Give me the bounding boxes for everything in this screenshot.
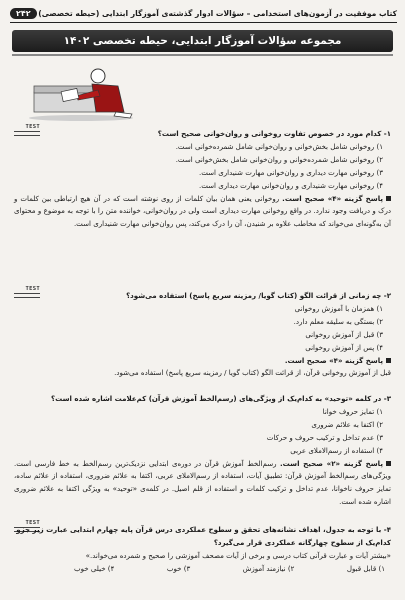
test-label: TEST bbox=[14, 286, 40, 298]
question-3 bbox=[14, 393, 391, 509]
option-4: ۴) استفاده از رسم‌الاملای عربی bbox=[290, 445, 383, 455]
explanation-text: روخوانی یعنی همان بیان کلمات از روی نوشته است که در آن هیچ ارتباطی بین کلمات و درک و دریافت وجود ندارد. در واقع روخوانی مهارت دیداری است ولی در روان‌خوانی، خواننده متن را با توجه به موضوع و محتوای آن به‌گونه‌ای می‌خواند که مخاطب علاوه بر شنیدن، آن را درک می‌کند، پس روان‌خوانی مهارت شنیداری است. bbox=[14, 193, 391, 229]
option-2: ۲) بستگی به سلیقه معلم دارد. bbox=[293, 316, 383, 326]
option-4: ۴) روخوانی مهارت شنیداری و روان‌خوانی مهارت دیداری است. bbox=[198, 180, 383, 190]
question-2 bbox=[14, 290, 391, 380]
option-2: ۲) نیازمند آموزش bbox=[242, 563, 295, 573]
question-stem: ۴- با توجه به جدول، اهداف نشانه‌های تحقق و سطوح عملکردی درس قرآن پایه چهارم ابتدایی عبارت زیر جزو کدام‌یک از سطوح چهارگانه عملکردی قرار می‌گیرد؟ bbox=[16, 525, 391, 547]
option-3: ۳) عدم تداخل و ترکیب حروف و حرکات bbox=[266, 432, 383, 442]
option-3: ۳) قبل از آموزش روخوانی bbox=[305, 329, 383, 339]
answer-explanation bbox=[14, 458, 391, 510]
header-title: کتاب موفقیت در آزمون‌های استخدامی – سؤالات ادوار گذشته‌ی آموزگار ابتدایی (حیطه تخصصی) bbox=[38, 8, 397, 18]
option-1: ۱) تمایز حروف خوانا bbox=[322, 406, 383, 416]
reading-figure-icon bbox=[26, 64, 136, 122]
answer-key: پاسخ گزینه «۴» صحیح است. bbox=[282, 193, 383, 203]
answer-explanation bbox=[14, 193, 391, 232]
option-4: ۴) خیلی خوب bbox=[74, 563, 115, 573]
running-header bbox=[10, 4, 397, 23]
bullet-icon bbox=[386, 461, 391, 466]
question-1 bbox=[14, 128, 391, 231]
question-stem: ۲- چه زمانی از قرائت الگو (کتاب گویا/ رمزینه سریع پاسخ) استفاده می‌شود؟ bbox=[126, 291, 391, 300]
option-2: ۲) اکتفا به علائم ضروری bbox=[311, 419, 383, 429]
option-3: ۳) روخوانی مهارت دیداری و روان‌خوانی مهارت شنیداری است. bbox=[198, 167, 383, 177]
banner-title: مجموعه سؤالات آموزگار ابتدایی، حیطه تخصصی ۱۴۰۲ bbox=[63, 35, 342, 47]
option-3: ۳) خوب bbox=[166, 563, 191, 573]
bullet-icon bbox=[386, 196, 391, 201]
question-stem: ۳- در کلمه «توحید» به کدام‌یک از ویژگی‌های (رسم‌الخط آموزش قرآن) کم‌علامت اشاره شده است؟ bbox=[51, 394, 391, 403]
option-1: ۱) روخوانی شامل بخش‌خوانی و روان‌خوانی شامل شمرده‌خوانی است. bbox=[175, 141, 383, 151]
option-2: ۲) روخوانی شامل شمرده‌خوانی و روان‌خوانی شامل بخش‌خوانی است. bbox=[175, 154, 383, 164]
explanation-text: قبل از آموزش روخوانی قرآن، از قرائت الگو (کتاب گویا / رمزینه سریع پاسخ) استفاده می‌شود. bbox=[114, 368, 391, 378]
option-4: ۴) پس از آموزش روخوانی bbox=[305, 342, 383, 352]
question-4 bbox=[14, 524, 391, 576]
bullet-icon bbox=[386, 358, 391, 363]
page-number: ۲۴۲ bbox=[10, 8, 37, 19]
options-row bbox=[14, 563, 391, 576]
option-1: ۱) همزمان با آموزش روخوانی bbox=[294, 303, 383, 313]
option-1: ۱) قابل قبول bbox=[346, 563, 385, 573]
question-stem: ۱- کدام مورد در خصوص تفاوت روخوانی و روان‌خوانی صحیح است؟ bbox=[157, 129, 391, 138]
answer-line bbox=[14, 355, 391, 368]
question-quote: «بیشتر آیات و عبارت قرآنی کتاب درسی و برخی از آیات مصحف آموزشی را صحیح و شمرده می‌خواند.» bbox=[85, 550, 391, 560]
answer-key: پاسخ گزینه «۴» صحیح است. bbox=[284, 355, 383, 365]
answer-key: پاسخ گزینه «۲» صحیح است. bbox=[280, 458, 383, 468]
test-label: TEST bbox=[14, 124, 40, 136]
section-banner bbox=[12, 30, 393, 52]
test-label: TEST bbox=[14, 520, 40, 532]
explanation-text: رسم‌الخط آموزش قرآن در دوره‌ی ابتدایی نزدیک‌ترین رسم‌الخط به خط فارسی است. ویژگی‌های رسم‌الخط آموزش قرآن: تطبیق آیات، استفاده از رسم‌الاملای عربی، اکتفا به علائم ضروری، استفاده از علائم ساده، تمایز حروف ناخوانا، عدم تداخل و ترکیب کلمات و استفاده از قلم اصیل. در کلمه‌ی «توحید» به ویژگی اکتفا به علائم ضروری اشاره شده است. bbox=[14, 458, 391, 507]
